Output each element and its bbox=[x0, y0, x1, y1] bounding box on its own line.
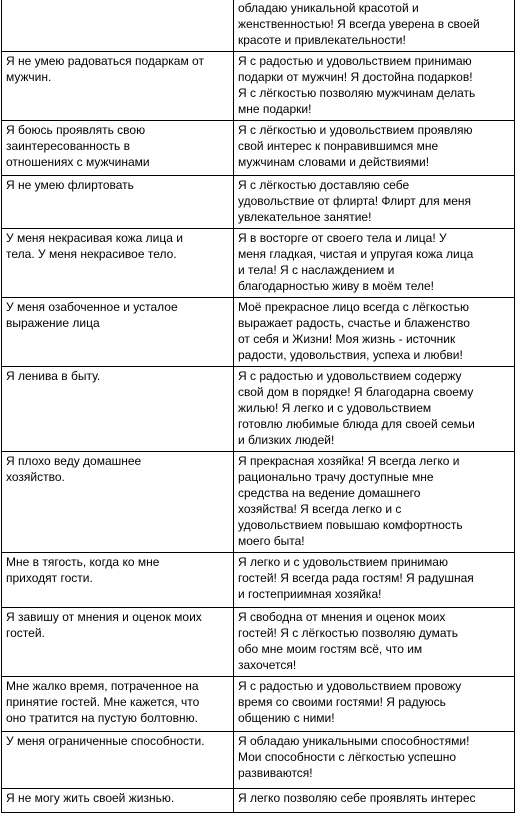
negative-belief-cell bbox=[2, 0, 234, 52]
table-row bbox=[2, 608, 515, 677]
affirmations-document bbox=[1, 0, 515, 813]
negative-belief-cell: Я завишу от мнения и оценок моих гостей. bbox=[2, 608, 234, 677]
affirmation-cell: Я с лёгкостью доставляю себе удовольствие от флирта! Флирт для меня увлекательное занятие! bbox=[234, 176, 515, 229]
affirmation-cell: Я в восторге от своего тела и лица! У меня гладкая, чистая и упругая кожа лица и тела! Я с наслаждением и благодарностью живу в моём теле! bbox=[234, 229, 515, 298]
affirmation-cell: Я с радостью и удовольствием содержу свой дом в порядке! Я благодарна своему жилью! Я легко и с удовольствием готовлю любимые блюда для своей семьи и близких людей! bbox=[234, 367, 515, 452]
table-row bbox=[2, 229, 515, 298]
negative-belief-cell: Мне в тягость, когда ко мне приходят гости. bbox=[2, 553, 234, 608]
affirmation-cell: Моё прекрасное лицо всегда с лёгкостью выражает радость, счастье и блаженство от себя и Жизни! Моя жизнь - источник радости, удовольствия, успеха и любви! bbox=[234, 298, 515, 367]
table-row bbox=[2, 789, 515, 813]
negative-belief-cell: У меня некрасивая кожа лица и тела. У меня некрасивое тело. bbox=[2, 229, 234, 298]
affirmations-table bbox=[1, 0, 515, 813]
table-row bbox=[2, 452, 515, 553]
negative-belief-cell: Я боюсь проявлять свою заинтересованность в отношениях с мужчинами bbox=[2, 121, 234, 176]
affirmation-cell: Я с лёгкостью и удовольствием проявляю свой интерес к понравившимся мне мужчинам словами и действиями! bbox=[234, 121, 515, 176]
negative-belief-cell: Я ленива в быту. bbox=[2, 367, 234, 452]
affirmation-cell: Я с радостью и удовольствием провожу время со своими гостями! Я радуюсь общению с ними! bbox=[234, 677, 515, 732]
negative-belief-cell: Мне жалко время, потраченное на принятие гостей. Мне кажется, что оно тратится на пустую болтовню. bbox=[2, 677, 234, 732]
affirmation-cell: Я обладаю уникальными способностями! Мои способности с лёгкостью успешно развиваются! bbox=[234, 732, 515, 789]
negative-belief-cell: Я плохо веду домашнее хозяйство. bbox=[2, 452, 234, 553]
affirmation-cell: Я легко позволяю себе проявлять интерес bbox=[234, 789, 515, 813]
affirmation-cell: обладаю уникальной красотой и женственностью! Я всегда уверена в своей красоте и привлекательности! bbox=[234, 0, 515, 52]
table-row bbox=[2, 121, 515, 176]
negative-belief-cell: Я не умею радоваться подаркам от мужчин. bbox=[2, 52, 234, 121]
negative-belief-cell: У меня озабоченное и усталое выражение лица bbox=[2, 298, 234, 367]
table-row bbox=[2, 0, 515, 52]
negative-belief-cell: Я не могу жить своей жизнью. bbox=[2, 789, 234, 813]
table-row bbox=[2, 553, 515, 608]
affirmation-cell: Я свободна от мнения и оценок моих гостей! Я с лёгкостью позволяю думать обо мне моим гостям всё, что им захочется! bbox=[234, 608, 515, 677]
table-row bbox=[2, 52, 515, 121]
negative-belief-cell: Я не умею флиртовать bbox=[2, 176, 234, 229]
table-row bbox=[2, 732, 515, 789]
table-row bbox=[2, 298, 515, 367]
affirmation-cell: Я легко и с удовольствием принимаю гостей! Я всегда рада гостям! Я радушная и гостеприимная хозяйка! bbox=[234, 553, 515, 608]
affirmation-cell: Я с радостью и удовольствием принимаю подарки от мужчин! Я достойна подарков! Я с лёгкостью позволяю мужчинам делать мне подарки! bbox=[234, 52, 515, 121]
affirmation-cell: Я прекрасная хозяйка! Я всегда легко и рационально трачу доступные мне средства на ведение домашнего хозяйства! Я всегда легко и с удовольствием повышаю комфортность моего быта! bbox=[234, 452, 515, 553]
negative-belief-cell: У меня ограниченные способности. bbox=[2, 732, 234, 789]
table-row bbox=[2, 677, 515, 732]
table-row bbox=[2, 367, 515, 452]
table-row bbox=[2, 176, 515, 229]
